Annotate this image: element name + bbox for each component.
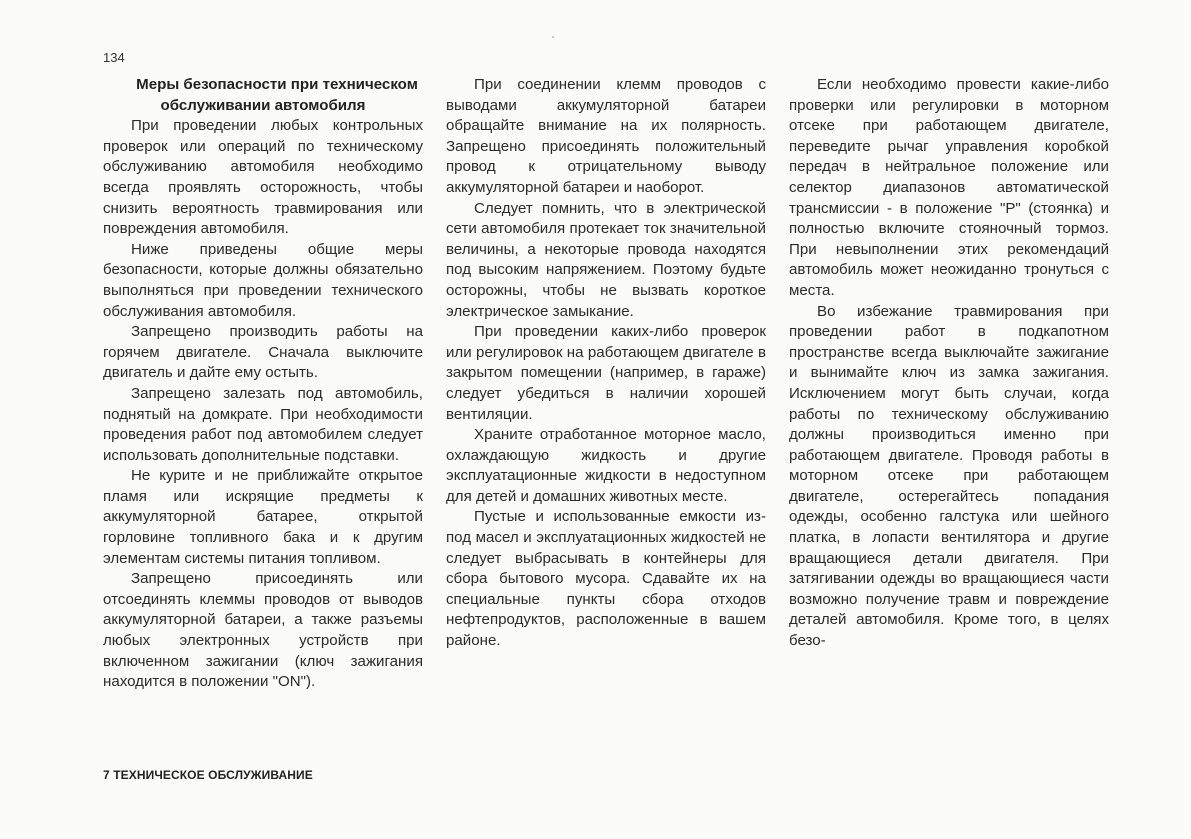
paragraph: Ниже приведены общие меры безопасности, которые должны обязательно выполняться при проведении технического обслуживания автомобиля. [103, 240, 423, 320]
paragraph: Если необходимо провести какие-либо проверки или регулировки в моторном отсеке при работающем двигателе, переведите рычаг управления коробкой передач в нейтральное положение или селектор диапазонов автоматической трансмиссии - в положение "P" (стоянка) и полностью включите стояночный тормоз. При невыполнении этих рекомендаций автомобиль может неожиданно тронуться с места. [789, 76, 1109, 299]
paragraph: Запрещено присоединять или отсоединять клеммы проводов от выводов аккумуляторной батареи, а также разъемы любых электронных устройств при включенном зажигании (ключ зажигания находится в положении "ON"). [103, 570, 423, 691]
paragraph: При проведении любых контрольных проверок или операций по техническому обслуживанию автомобиля необходимо всегда проявлять осторожность, чтобы снизить вероятность травмирования или повреждения автомобиля. [103, 117, 423, 238]
paragraph: Запрещено залезать под автомобиль, поднятый на домкрате. При необходимости проведения работ под автомобилем следует использовать дополнительные подставки. [103, 384, 423, 464]
paragraph: Во избежание травмирования при проведении работ в подкапотном пространстве всегда выключайте зажигание и вынимайте ключ из замка зажигания. Исключением могут быть случаи, когда работы по техническому обслуживанию должны производиться именно при работающем двигателе. Проводя работы в моторном отсеке при работающем двигателе, остерегайтесь попадания одежды, особенно галстука или шейного платка, в лопасти вентилятора и другие вращающиеся детали двигателя. При затягивании одежды во вращающиеся части возможно получение травм и повреждение деталей автомобиля. Кроме того, в целях безо- [789, 302, 1109, 650]
paragraph: Храните отработанное моторное масло, охлаждающую жидкость и другие эксплуатационные жидкости в недоступном для детей и домашних животных месте. [446, 426, 766, 505]
paragraph: Следует помнить, что в электрической сети автомобиля протекает ток значительной величины, а некоторые провода находятся под высоким напряжением. Поэтому будьте осторожны, чтобы не вызвать короткое электрическое замыкание. [446, 199, 766, 320]
text-columns [103, 75, 1109, 755]
column-2 [446, 75, 766, 755]
paragraph: Не курите и не приближайте открытое пламя или искрящие предметы к аккумуляторной батарее, открытой горловине топливного бака и к другим элементам системы питания топливом. [103, 467, 423, 567]
page-number: 134 [103, 50, 125, 65]
column-1 [103, 75, 423, 755]
paragraph: При проведении каких-либо проверок или регулировок на работающем двигателе в закрытом помещении (например, в гараже) следует убедиться в наличии хорошей вентиляции. [446, 323, 766, 423]
paragraph: Запрещено производить работы на горячем двигателе. Сначала выключите двигатель и дайте ему остыть. [103, 323, 423, 382]
column-3 [789, 75, 1109, 755]
scan-speck [552, 36, 554, 38]
paragraph: Пустые и использованные емкости из-под масел и эксплуатационных жидкостей не следует выбрасывать в контейнеры для сбора бытового мусора. Сдавайте их на специальные пункты сбора отходов нефтепродуктов, расположенные в вашем районе. [446, 508, 766, 650]
chapter-footer: 7 ТЕХНИЧЕСКОЕ ОБСЛУЖИВАНИЕ [103, 768, 313, 782]
section-heading: Меры безопасности при техническом обслуживании автомобиля [136, 76, 418, 114]
paragraph: При соединении клемм проводов с выводами аккумуляторной батареи обращайте внимание на их полярность. Запрещено присоединять положительный провод к отрицательному выводу аккумуляторной батареи и наоборот. [446, 76, 766, 196]
